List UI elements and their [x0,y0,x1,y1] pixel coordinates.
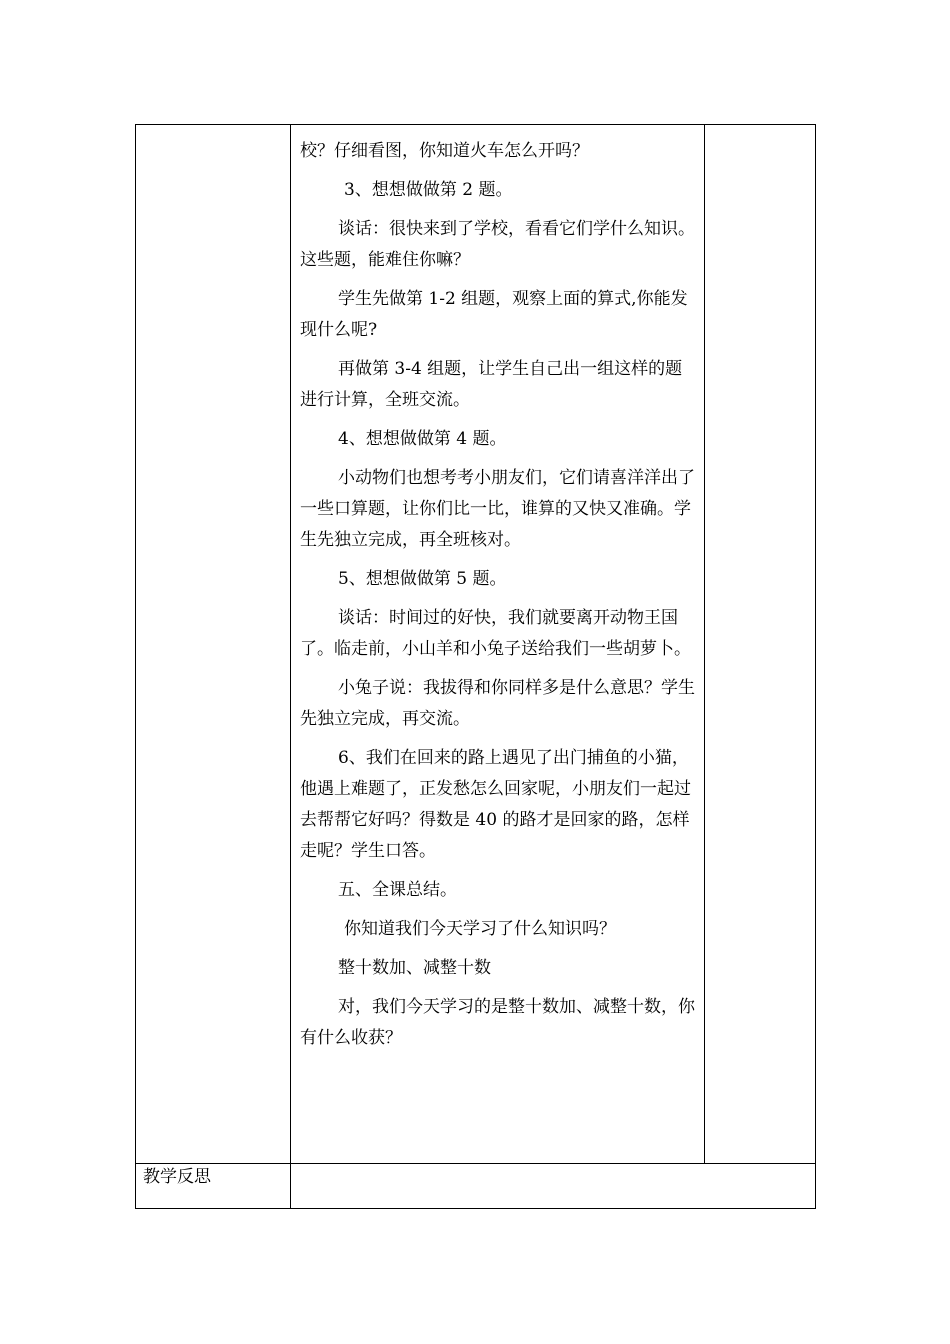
column-divider-2 [704,124,705,1164]
paragraph: 你知道我们今天学习了什么知识吗？ [344,919,616,939]
row-divider [135,1163,816,1164]
paragraph: 小动物们也想考考小朋友们，它们请喜洋洋出了一些口算题，让你们比一比，谁算的又快又准确。学生先独立完成，再全班核对。 [300,468,695,550]
paragraph: 学生先做第 1-2 组题，观察上面的算式,你能发现什么呢? [300,289,688,340]
reflection-label: 教学反思 [143,1167,211,1187]
column-divider-1 [290,124,291,1209]
paragraph: 谈话：很快来到了学校，看看它们学什么知识。这些题，能难住你嘛？ [300,219,695,270]
lesson-content [300,136,698,1062]
paragraph: 五、全课总结。 [338,880,457,900]
table-right-border [815,124,816,1209]
paragraph: 再做第 3-4 组题，让学生自己出一组这样的题进行计算，全班交流。 [300,359,683,410]
paragraph: 5、想想做做第 5 题。 [338,569,507,589]
paragraph: 4、想想做做第 4 题。 [338,429,507,449]
paragraph: 谈话：时间过的好快，我们就要离开动物王国了。临走前，小山羊和小兔子送给我们一些胡萝卜。 [300,608,691,659]
paragraph: 小兔子说：我拔得和你同样多是什么意思？学生先独立完成，再交流。 [300,678,695,729]
paragraph: 整十数加、减整十数 [338,958,491,978]
paragraph: 对，我们今天学习的是整十数加、减整十数，你有什么收获？ [300,997,695,1048]
paragraph: 3、想想做做第 2 题。 [344,180,513,200]
table-bottom-border [135,1208,816,1209]
paragraph: 校？仔细看图，你知道火车怎么开吗？ [300,141,589,161]
paragraph: 6、我们在回来的路上遇见了出门捕鱼的小猫，他遇上难题了，正发愁怎么回家呢，小朋友们一起过去帮帮它好吗？得数是 40 的路才是回家的路，怎样走呢？学生口答。 [300,748,691,861]
table-left-border [135,124,136,1209]
table-top-border [135,124,816,125]
